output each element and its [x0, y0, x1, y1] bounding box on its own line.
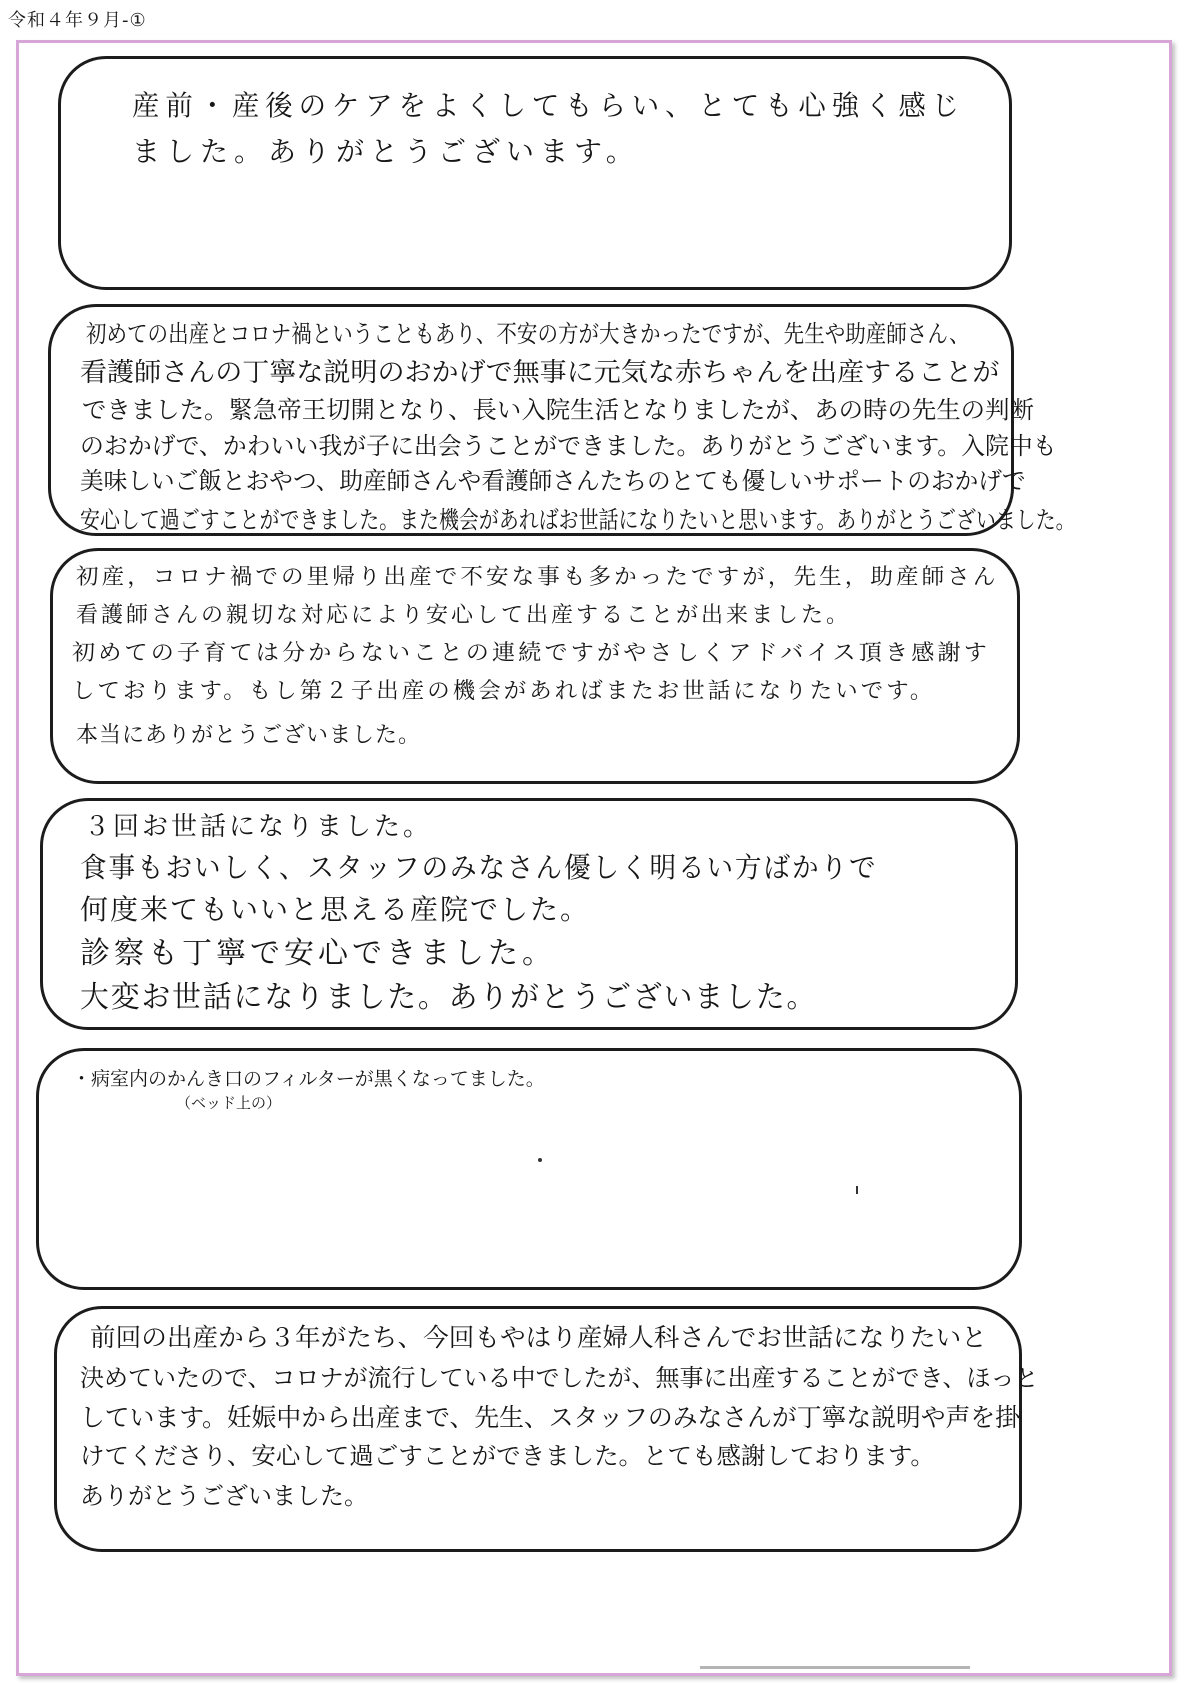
stray-mark: [856, 1186, 858, 1194]
comment-5-line-1: ・病室内のかんき口のフィルターが黒くなってました。: [72, 1068, 545, 1090]
stray-mark: [538, 1158, 542, 1162]
comment-3-line-1: 初産，コロナ禍での里帰り出産で不安な事も多かったですが，先生，助産師さん: [76, 565, 999, 590]
comment-4-line-1: ３回お世話になりました。: [84, 812, 433, 842]
comment-3-line-5: 本当にありがとうございました。: [76, 723, 422, 748]
comment-2-line-6: 安心して過ごすことができました。また機会があればお世話になりたいと思います。ありがとうございました。: [80, 506, 1076, 534]
comment-2-line-1: 初めての出産とコロナ禍ということもあり、不安の方が大きかったですが、先生や助産師さん、: [86, 320, 970, 348]
comment-6-line-3: しています。妊娠中から出産まで、先生、スタッフのみなさんが丁寧な説明や声を掛: [80, 1403, 1020, 1432]
comment-4-line-3: 何度来てもいいと思える産院でした。: [80, 893, 591, 926]
comment-4-line-5: 大変お世話になりました。ありがとうございました。: [80, 980, 818, 1015]
comment-3-line-2: 看護師さんの親切な対応により安心して出産することが出来ました。: [76, 603, 852, 628]
comment-6-line-5: ありがとうございました。: [80, 1482, 368, 1510]
comment-5-line-2: （ベッド上の）: [176, 1094, 282, 1112]
comment-2-line-5: 美味しいご飯とおやつ、助産師さんや看護師さんたちのとても優しいサポートのおかげで: [80, 467, 1026, 495]
comment-4-line-2: 食事もおいしく、スタッフのみなさん優しく明るい方ばかりで: [80, 851, 878, 884]
bottom-edge-scribble: [700, 1666, 970, 1669]
comment-6-line-4: けてくださり、安心して過ごすことができました。とても感謝しております。: [80, 1442, 935, 1470]
comment-1-line-2: ました。ありがとうございます。: [132, 135, 640, 168]
comment-3-line-3: 初めての子育ては分からないことの連続ですがやさしくアドバイス頂き感謝す: [72, 641, 991, 666]
comment-6-line-2: 決めていたので、コロナが流行している中でしたが、無事に出産することができ、ほっと: [80, 1364, 1039, 1392]
comment-2-line-4: のおかげで、かわいい我が子に出会うことができました。ありがとうございます。入院中も: [80, 432, 1057, 460]
comment-3-line-4: しております。もし第２子出産の機会があればまたお世話になりたいです。: [72, 679, 936, 704]
comment-4-line-4: 診察も丁寧で安心できました。: [80, 936, 556, 971]
comment-1-line-1: 産前・産後のケアをよくしてもらい、とても心強く感じ: [132, 89, 966, 122]
comment-2-line-3: できました。緊急帝王切開となり、長い入院生活となりましたが、あの時の先生の判断: [82, 396, 1034, 424]
comment-6-line-1: 前回の出産から３年がたち、今回もやはり産婦人科さんでお世話になりたいと: [90, 1323, 987, 1352]
page-label: 令和４年９月-①: [8, 10, 147, 31]
comment-2-line-2: 看護師さんの丁寧な説明のおかげで無事に元気な赤ちゃんを出産することが: [80, 358, 1000, 388]
